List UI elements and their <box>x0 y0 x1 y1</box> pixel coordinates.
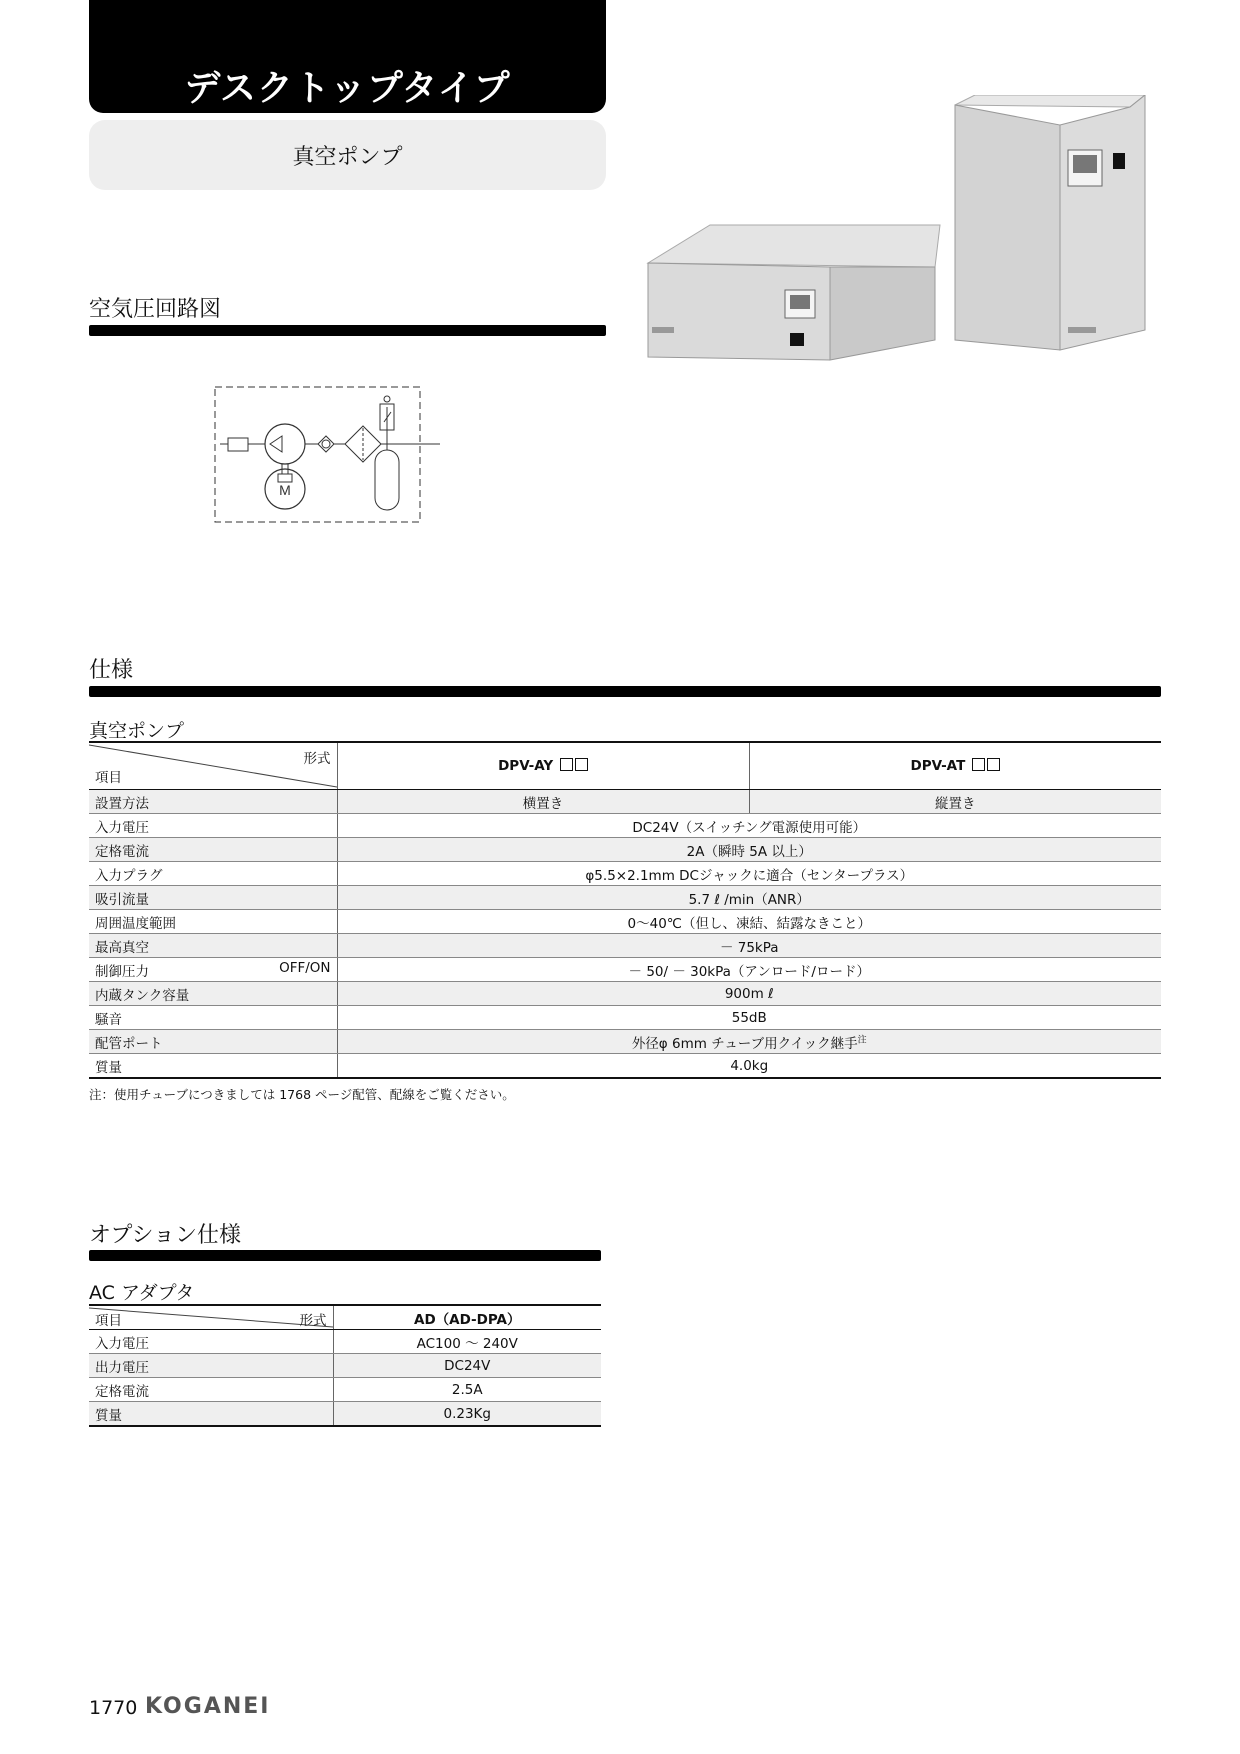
row-label: 入力プラグ <box>89 862 337 886</box>
corner-top-label: 形式 <box>303 751 331 767</box>
row-value: φ5.5×2.1mm DCジャックに適合（センタープラス） <box>337 862 1161 886</box>
table-row <box>89 790 1161 814</box>
row-value-b: 縦置き <box>749 790 1161 814</box>
option-corner-diagonal <box>89 1306 333 1329</box>
row-label: 入力電圧 <box>89 1330 333 1354</box>
row-value: － 75kPa <box>337 934 1161 958</box>
product-photos <box>640 95 1170 365</box>
option-table <box>89 1304 601 1427</box>
motor-label: M <box>279 482 291 498</box>
option-corner-left: 項目 <box>95 1313 122 1329</box>
table-row <box>89 886 1161 910</box>
option-heading-bar <box>89 1250 601 1261</box>
row-value: 2A（瞬時 5A 以上） <box>337 838 1161 862</box>
option-corner-right: 形式 <box>299 1313 327 1329</box>
circuit-heading: 空気圧回路図 <box>89 297 222 322</box>
table-row <box>89 910 1161 934</box>
row-label: 入力電圧 <box>89 814 337 838</box>
row-value: AC100 ～ 240V <box>333 1330 601 1354</box>
row-label: 吸引流量 <box>89 886 337 910</box>
page-number: 1770 <box>89 1697 138 1719</box>
row-label: 内蔵タンク容量 <box>89 982 337 1006</box>
spec-note: 注：使用チューブにつきましては 1768 ページ配管、配線をご覧ください。 <box>89 1087 515 1102</box>
table-row <box>89 1030 1161 1054</box>
pneumatic-circuit-diagram <box>210 382 450 527</box>
brand-logo: KOGANEI <box>145 1694 271 1719</box>
row-label-right: OFF/ON <box>279 959 331 976</box>
table-row <box>89 1006 1161 1030</box>
row-value: 55dB <box>337 1006 1161 1030</box>
row-value: 0～40℃（但し、凍結、結露なきこと） <box>337 910 1161 934</box>
option-model-header: AD（AD-DPA） <box>333 1305 601 1330</box>
table-row <box>89 1354 601 1378</box>
vertical-unit-image <box>955 95 1145 350</box>
row-value: 0.23Kg <box>333 1402 601 1427</box>
spec-table <box>89 741 1161 1079</box>
table-row <box>89 1402 601 1427</box>
row-value: 900m ℓ <box>337 982 1161 1006</box>
spec-heading-bar <box>89 686 1161 697</box>
table-row <box>89 814 1161 838</box>
row-label: 制御圧力 OFF/ON <box>89 958 337 982</box>
spec-table-container <box>89 741 1161 1103</box>
note-mark: 注 <box>857 1035 867 1045</box>
option-table-container <box>89 1304 601 1427</box>
horizontal-unit-image <box>648 225 940 360</box>
row-label: 質量 <box>89 1402 333 1427</box>
circuit-heading-bar <box>89 325 606 336</box>
table-row <box>89 982 1161 1006</box>
row-label: 質量 <box>89 1054 337 1079</box>
spec-heading: 仕様 <box>89 658 134 683</box>
row-value: 4.0kg <box>337 1054 1161 1079</box>
option-corner-cell <box>89 1305 333 1330</box>
row-value: 5.7 ℓ /min（ANR） <box>337 886 1161 910</box>
spec-table-title: 真空ポンプ <box>89 720 185 742</box>
corner-bottom-label: 項目 <box>95 770 122 786</box>
corner-diagonal <box>89 743 337 789</box>
option-table-title: AC アダプタ <box>89 1282 195 1304</box>
row-value: 外径φ 6mm チューブ用クイック継手$^注$ <box>337 1030 1161 1054</box>
table-row <box>89 1330 601 1354</box>
spec-header-row <box>89 742 1161 790</box>
row-value: DC24V <box>333 1354 601 1378</box>
option-header-row <box>89 1305 601 1330</box>
row-value: DC24V（スイッチング電源使用可能） <box>337 814 1161 838</box>
row-label: 出力電圧 <box>89 1354 333 1378</box>
table-row <box>89 1378 601 1402</box>
row-value: － 50/ － 30kPa（アンロード/ロード） <box>337 958 1161 982</box>
table-row <box>89 958 1161 982</box>
option-heading: オプション仕様 <box>89 1223 242 1248</box>
table-row <box>89 862 1161 886</box>
table-row <box>89 1054 1161 1079</box>
page-subtitle: 真空ポンプ <box>292 145 403 170</box>
row-label: 周囲温度範囲 <box>89 910 337 934</box>
row-label: 定格電流 <box>89 838 337 862</box>
model-a-header: DPV-AY <box>337 742 749 790</box>
row-label: 最高真空 <box>89 934 337 958</box>
row-label: 定格電流 <box>89 1378 333 1402</box>
row-value: 2.5A <box>333 1378 601 1402</box>
row-value-a: 横置き <box>337 790 749 814</box>
page-title: デスクトップタイプ <box>184 68 511 109</box>
row-label: 配管ポート <box>89 1030 337 1054</box>
row-label: 騒音 <box>89 1006 337 1030</box>
table-row <box>89 838 1161 862</box>
table-row <box>89 934 1161 958</box>
corner-cell <box>89 742 337 790</box>
row-label: 設置方法 <box>89 790 337 814</box>
model-b-header: DPV-AT <box>749 742 1161 790</box>
